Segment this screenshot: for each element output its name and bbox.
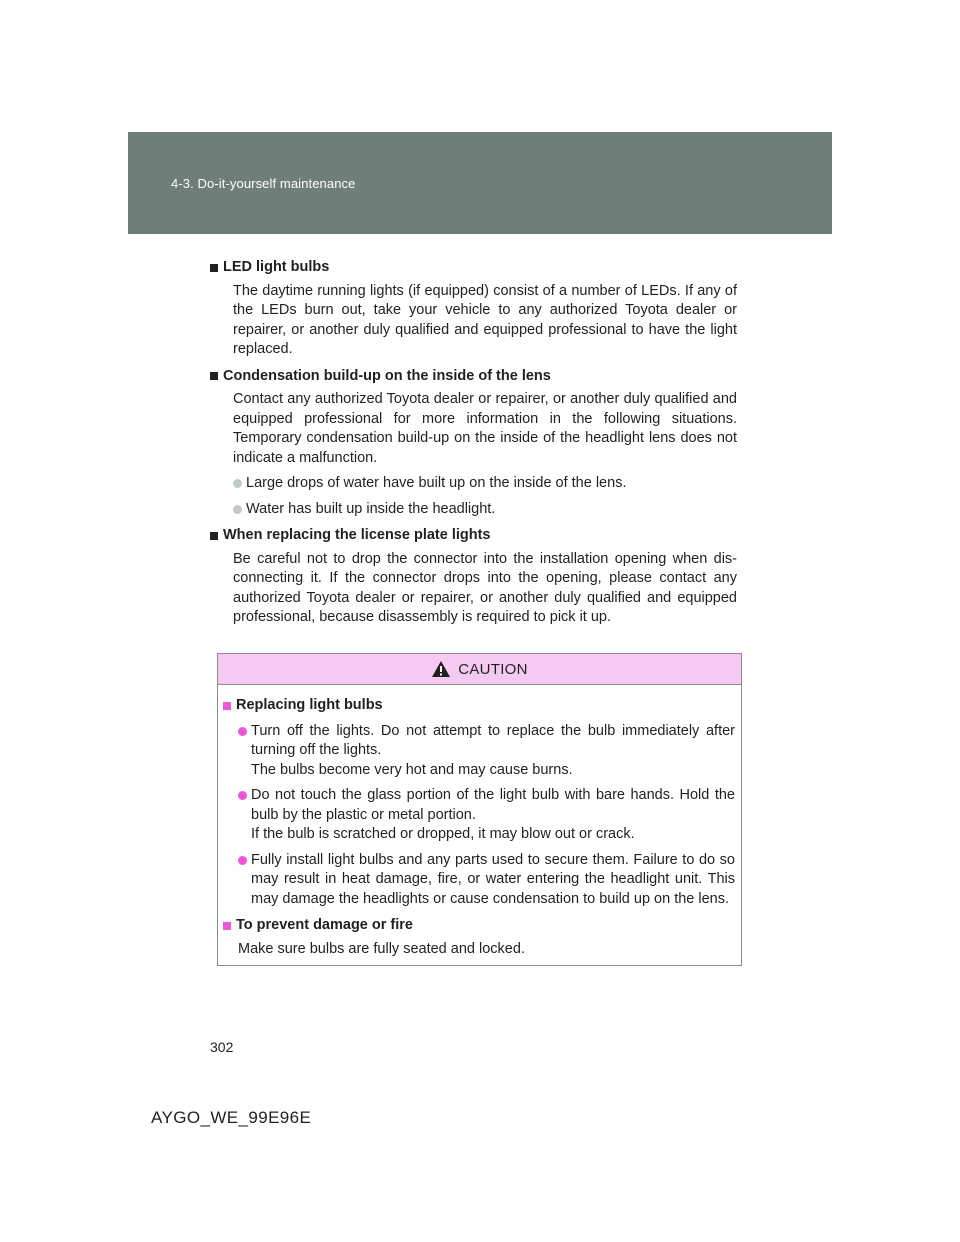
- section-heading: Condensation build-up on the inside of the lens: [223, 367, 551, 384]
- warning-triangle-icon: [431, 660, 451, 678]
- header-band: [128, 132, 832, 234]
- section-led-bulbs: [210, 258, 737, 360]
- section-title: 4-3. Do-it-yourself maintenance: [171, 176, 356, 191]
- round-bullet-icon: [233, 479, 242, 488]
- section-text: Be careful not to drop the connector into the installation opening when dis-connecting it. If the connector drops into the opening, please contact any authorized Toyota dealer or repairer, or another duly qualified and equipped professional, because disassembly is required to pick it up.: [233, 550, 737, 625]
- square-bullet-icon: [223, 702, 231, 710]
- list-item: Large drops of water have built up on the inside of the lens.: [233, 474, 737, 494]
- list-item: Turn off the lights. Do not attempt to replace the bulb immediately after turning off the lights. The bulbs become very hot and may cause burns.: [238, 722, 735, 781]
- caution-section-replacing: [223, 696, 735, 909]
- section-text: Make sure bulbs are fully seated and locked.: [238, 940, 525, 957]
- caution-box: [217, 653, 742, 966]
- section-heading: When replacing the license plate lights: [223, 527, 491, 543]
- main-content: [210, 258, 737, 635]
- square-bullet-icon: [210, 372, 218, 380]
- document-id: AYGO_WE_99E96E: [151, 1108, 312, 1127]
- page-number: 302: [210, 1039, 234, 1055]
- section-heading: To prevent damage or fire: [236, 917, 413, 933]
- section-license-plate-lights: [210, 526, 737, 628]
- square-bullet-icon: [210, 264, 218, 272]
- square-bullet-icon: [210, 532, 218, 540]
- round-bullet-icon: [238, 727, 247, 736]
- square-bullet-icon: [223, 922, 231, 930]
- caution-body: [218, 685, 741, 959]
- round-bullet-icon: [238, 856, 247, 865]
- list-item: Water has built up inside the headlight.: [233, 500, 737, 520]
- section-heading: Replacing light bulbs: [236, 697, 383, 713]
- caution-header: [218, 654, 741, 685]
- list-item: Fully install light bulbs and any parts used to secure them. Failure to do so may result in heat damage, fire, or water entering the headlight unit. This may damage the headlights or cause condensation to build up on the lens.: [238, 851, 735, 910]
- caution-section-prevent-fire: [223, 916, 735, 959]
- section-condensation: [210, 367, 737, 520]
- round-bullet-icon: [238, 791, 247, 800]
- section-heading: LED light bulbs: [223, 259, 330, 275]
- list-item: Do not touch the glass portion of the light bulb with bare hands. Hold the bulb by the plastic or metal portion. If the bulb is scratched or dropped, it may blow out or crack.: [238, 786, 735, 845]
- section-text: The daytime running lights (if equipped) consist of a number of LEDs. If any of the LEDs burn out, take your vehicle to any authorized Toyota dealer or repairer, or another duly qualified and equipped professional to have the light replaced.: [233, 282, 737, 357]
- round-bullet-icon: [233, 505, 242, 514]
- section-text: Contact any authorized Toyota dealer or repairer, or another duly qualified and equipped professional for more information in the following situations. Temporary condensation build-up on the inside of the headlight lens does not indicate a malfunction.: [233, 391, 737, 466]
- caution-label: CAUTION: [458, 660, 528, 678]
